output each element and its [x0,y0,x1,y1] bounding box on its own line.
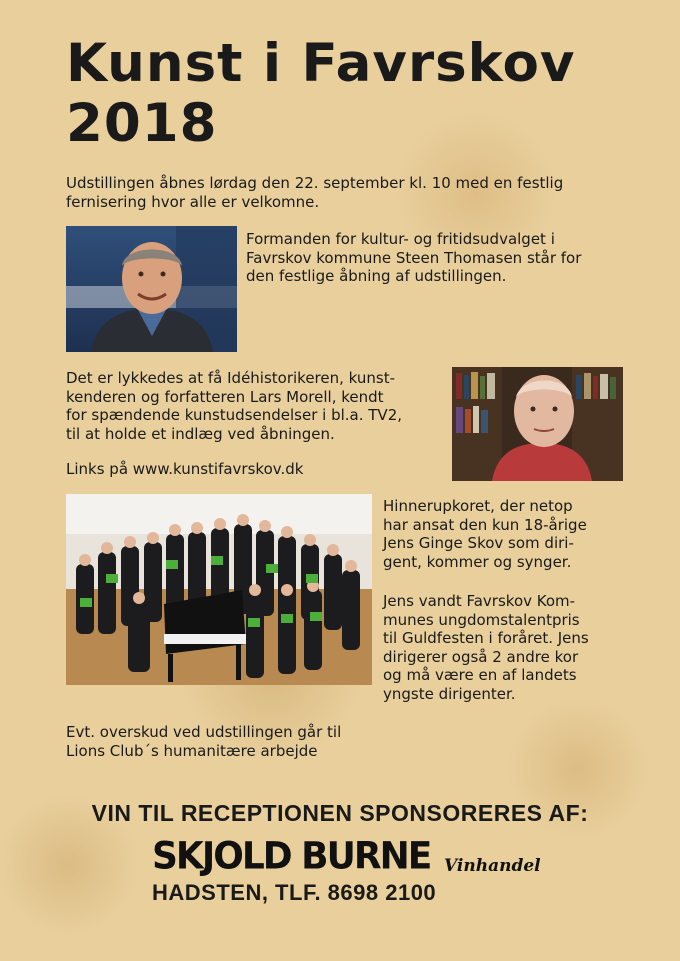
text-block-4 [383,592,673,703]
block3-line: munes ungdomstalentpris [383,610,580,629]
block2-line: for spændende kunstudsendelser i bl.a. TV2, [66,406,403,424]
block3-line: Jens Ginge Skov som diri- [383,534,574,552]
block1-line: Favrskov kommune Steen Thomasen står for [246,248,582,267]
sponsor-logo: SKJOLD BURNE [152,834,431,879]
photo-lars-morell [452,367,623,481]
text-block-1 [246,230,636,286]
block1-line: Formanden for kultur- og fritidsudvalget i [246,230,555,248]
sponsor-contact: HADSTEN, TLF. 8698 2100 [152,880,437,905]
sponsor-heading: VIN TIL RECEPTIONEN SPONSORERES AF: [91,800,589,826]
closing-line-1: Evt. overskud ved udstillingen går til [66,723,342,741]
sponsor-logo-sub: Vinhandel [444,856,541,876]
title-line-1: Kunst i Favrskov [66,33,576,94]
block3-line: Jens vandt Favrskov Kom- [383,592,576,610]
links-text: Links på www.kunstifavrskov.dk [66,460,304,478]
intro-line-1: Udstillingen åbnes lørdag den 22. september kl. 10 med en festlig [66,174,564,192]
block3-line: til Guldfesten i foråret. Jens [383,629,589,647]
intro-text [66,174,646,211]
title-line-2: 2018 [66,93,218,154]
intro-line-2: fernisering hvor alle er velkomne. [66,192,320,211]
block3-line: gent, kommer og synger. [383,552,572,571]
photo-steen-thomasen [66,226,237,352]
closing-text [66,723,446,760]
block3-line: yngste dirigenter. [383,684,516,703]
block3-line: har ansat den kun 18-årige [383,515,587,534]
block3-line: og må være en af landets [383,666,577,684]
text-block-2 [66,369,451,443]
closing-line-2: Lions Club´s humanitære arbejde [66,741,318,760]
block3-line: dirigerer også 2 andre kor [383,647,579,666]
block1-line: den festlige åbning af udstillingen. [246,267,507,285]
block3-line: Hinnerupkoret, der netop [383,497,573,515]
block2-line: kenderen og forfatteren Lars Morell, kendt [66,387,384,406]
block2-line: Det er lykkedes at få Idéhistorikeren, kunst- [66,369,396,387]
page-title [66,34,646,154]
block2-line: til at holde et indlæg ved åbningen. [66,424,335,443]
text-block-3 [383,497,673,571]
photo-hinnerupkoret [66,494,372,685]
